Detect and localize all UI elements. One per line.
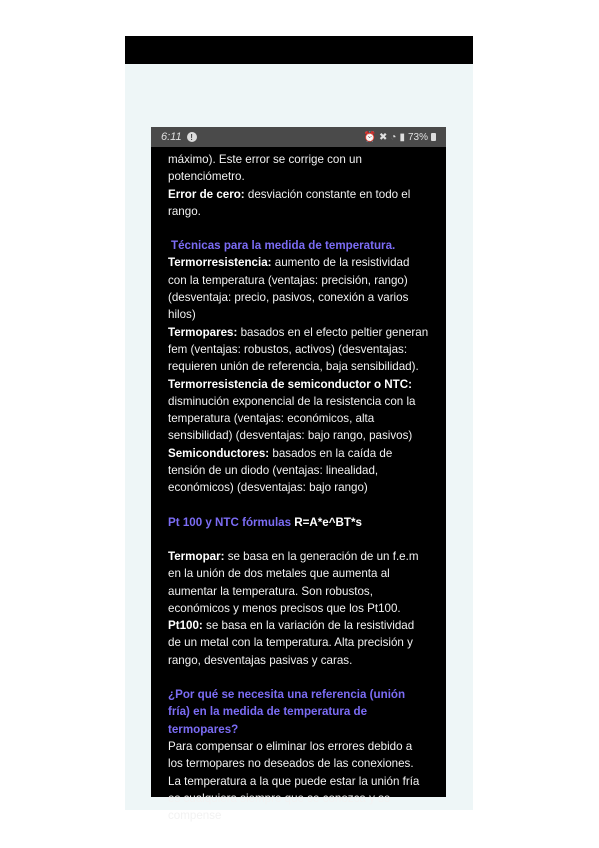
status-bar (151, 127, 446, 147)
text-pt100: se basa en la variación de la resistividad de un metal con la temperatura. Alta precisión y rango, desventajas pasivas y caras. (168, 619, 415, 667)
text-termopar: se basa en la generación de un f.e.m en la unión de dos metales que aumenta al aumentar la temperatura. Son robustos, económicos y menos precisos que los Pt100. (168, 549, 419, 615)
heading-tecnicas: Técnicas para la medida de temperatura. (171, 239, 396, 253)
paragraph-error-max: máximo). Este error se corrige con un potenciómetro. (168, 153, 362, 184)
paragraph-formulas (168, 514, 429, 531)
signal-icon: ▮ (399, 131, 405, 143)
phone-screenshot (151, 127, 446, 823)
status-time: 6:11 (161, 131, 182, 143)
heading-question: ¿Por qué se necesita una referencia (unión fría) en la medida de temperatura de termopares? (168, 688, 406, 736)
paragraph-termorresistencia (168, 254, 429, 323)
label-termopares: Termopares: (168, 325, 238, 339)
paragraph-answer: Para compensar o eliminar los errores debido a los termopares no deseados de las conexiones. La temperatura a la que puede estar la unión fría es cualquiera siempre que se conozca y se compense (168, 739, 420, 823)
text-semiconductores: basados en la caída de tensión de un diodo (ventajas: linealidad, económicos) (desventajas: bajo rango) (168, 446, 393, 495)
text-ntc: disminución exponencial de la resistencia con la temperatura (ventajas: económicos, alta sensibilidad) (desventajas: bajo rango, pasivos) (168, 394, 416, 443)
alarm-icon: ⏰ (363, 131, 377, 143)
formula-text: R=A*e^BT*s (291, 515, 362, 529)
label-pt100: Pt100: (168, 619, 203, 633)
mute-icon: ✖ (379, 131, 388, 143)
text-error-cero: desviación constante en todo el rango. (168, 187, 411, 218)
top-black-bar (125, 36, 473, 64)
label-termopar: Termopar: (168, 549, 225, 563)
text-termorresistencia: aumento de la resistividad con la temperatura (ventajas: precisión, rango) (desventaja: precio, pasivos, conexión a varios hilos) (168, 256, 410, 322)
paragraph-semiconductores (168, 445, 429, 497)
paragraph-pt100 (168, 617, 429, 669)
text-termopares: basados en el efecto peltier generan fem (ventajas: robustos, activos) (desventajas: requieren unión de referencia, baja sensibilidad). (168, 325, 429, 374)
label-termorresistencia: Termorresistencia: (168, 256, 272, 270)
label-error-cero: Error de cero: (168, 187, 245, 201)
notification-icon: ! (187, 132, 197, 142)
paragraph-error-cero (168, 186, 429, 221)
paragraph-ntc (168, 376, 429, 445)
heading-formulas: Pt 100 y NTC fórmulas (168, 515, 292, 529)
battery-percent: 73% (407, 131, 428, 143)
battery-icon (431, 133, 436, 141)
wifi-icon: ◔ (390, 131, 397, 143)
label-semiconductores: Semiconductores: (168, 446, 270, 460)
note-content (151, 147, 446, 824)
paragraph-termopar (168, 548, 429, 617)
label-ntc: Termorresistencia de semiconductor o NTC: (168, 377, 412, 391)
paragraph-termopares (168, 324, 429, 376)
